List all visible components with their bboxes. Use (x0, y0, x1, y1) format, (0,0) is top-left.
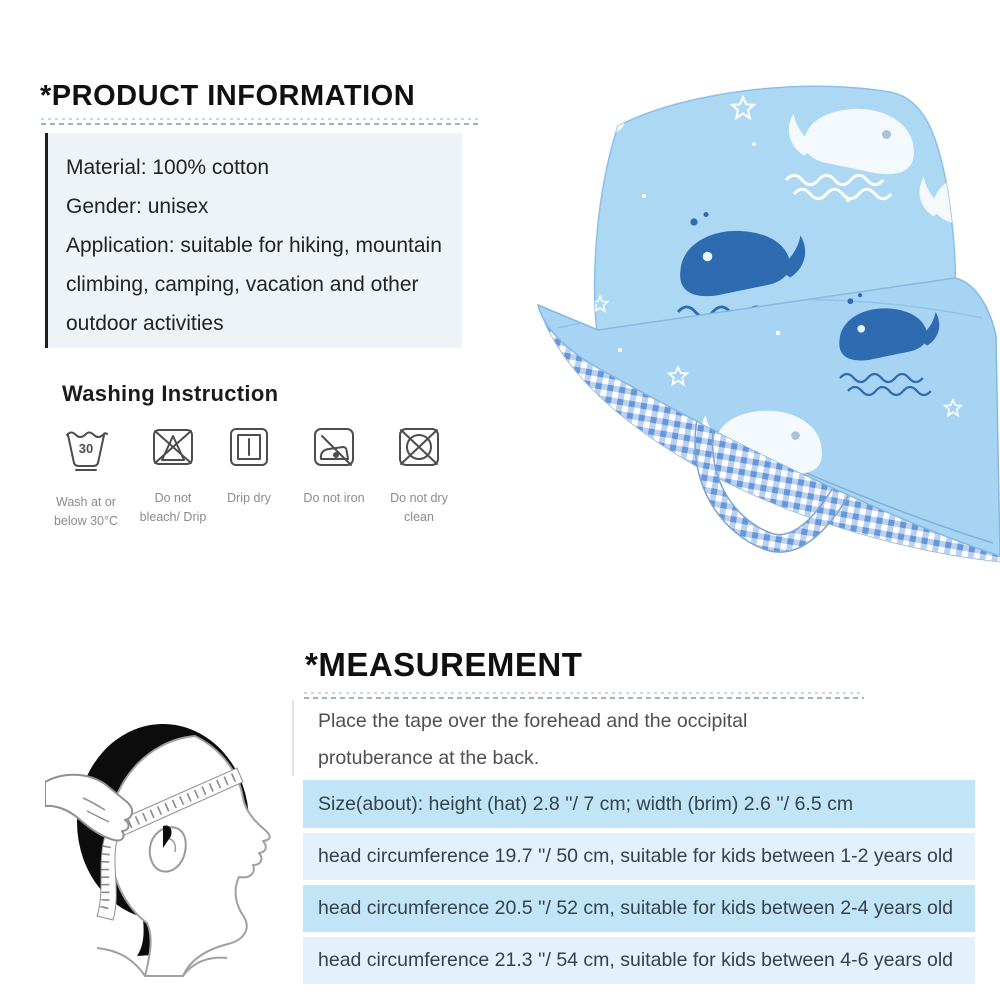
gender-line: Gender: unisex (66, 195, 209, 218)
size-table (303, 780, 975, 989)
dashed-divider (41, 118, 478, 125)
face-profile (109, 736, 270, 976)
size-row: head circumference 21.3 ''/ 54 cm, suitable for kids between 4-6 years old (303, 937, 975, 984)
washing-label: Do not dry (390, 491, 448, 505)
washing-label: Wash at or (56, 495, 116, 509)
washing-label: below 30°C (53, 514, 119, 528)
washing-item (201, 423, 297, 508)
measurement-instruction: Place the tape over the forehead and the occipital protuberance at the back. (318, 710, 748, 769)
size-row: head circumference 20.5 ''/ 52 cm, suitable for kids between 2-4 years old (303, 885, 975, 932)
size-row: head circumference 19.7 ''/ 50 cm, suitable for kids between 1-2 years old (303, 833, 975, 880)
washing-item (286, 423, 382, 508)
hat-product-photo (528, 78, 1000, 563)
washing-item (371, 423, 467, 527)
head-measurement-illustration (45, 710, 305, 990)
washing-label: bleach/ Drip (139, 510, 207, 524)
product-info-title: *PRODUCT INFORMATION (40, 80, 416, 112)
application-line: Application: suitable for hiking, mountain climbing, camping, vacation and other outdoor activities (66, 234, 442, 335)
washing-label: Do not iron (303, 491, 365, 505)
size-row: Size(about): height (hat) 2.8 ''/ 7 cm; width (brim) 2.6 ''/ 6.5 cm (303, 780, 975, 828)
do-not-iron-icon (286, 423, 382, 469)
drip-dry-icon (201, 423, 297, 469)
svg-text:30: 30 (78, 441, 94, 456)
washing-label: Drip dry (227, 491, 271, 505)
do-not-dry-clean-icon (371, 423, 467, 469)
wash-30-icon (38, 423, 134, 473)
material-line: Material: 100% cotton (66, 156, 270, 179)
washing-label: Do not (154, 491, 192, 505)
washing-title: Washing Instruction (62, 381, 279, 406)
washing-label: clean (404, 510, 434, 524)
dashed-divider (304, 692, 864, 699)
washing-item (38, 423, 134, 531)
product-info-box (45, 133, 462, 348)
measurement-title: *MEASUREMENT (305, 646, 583, 683)
